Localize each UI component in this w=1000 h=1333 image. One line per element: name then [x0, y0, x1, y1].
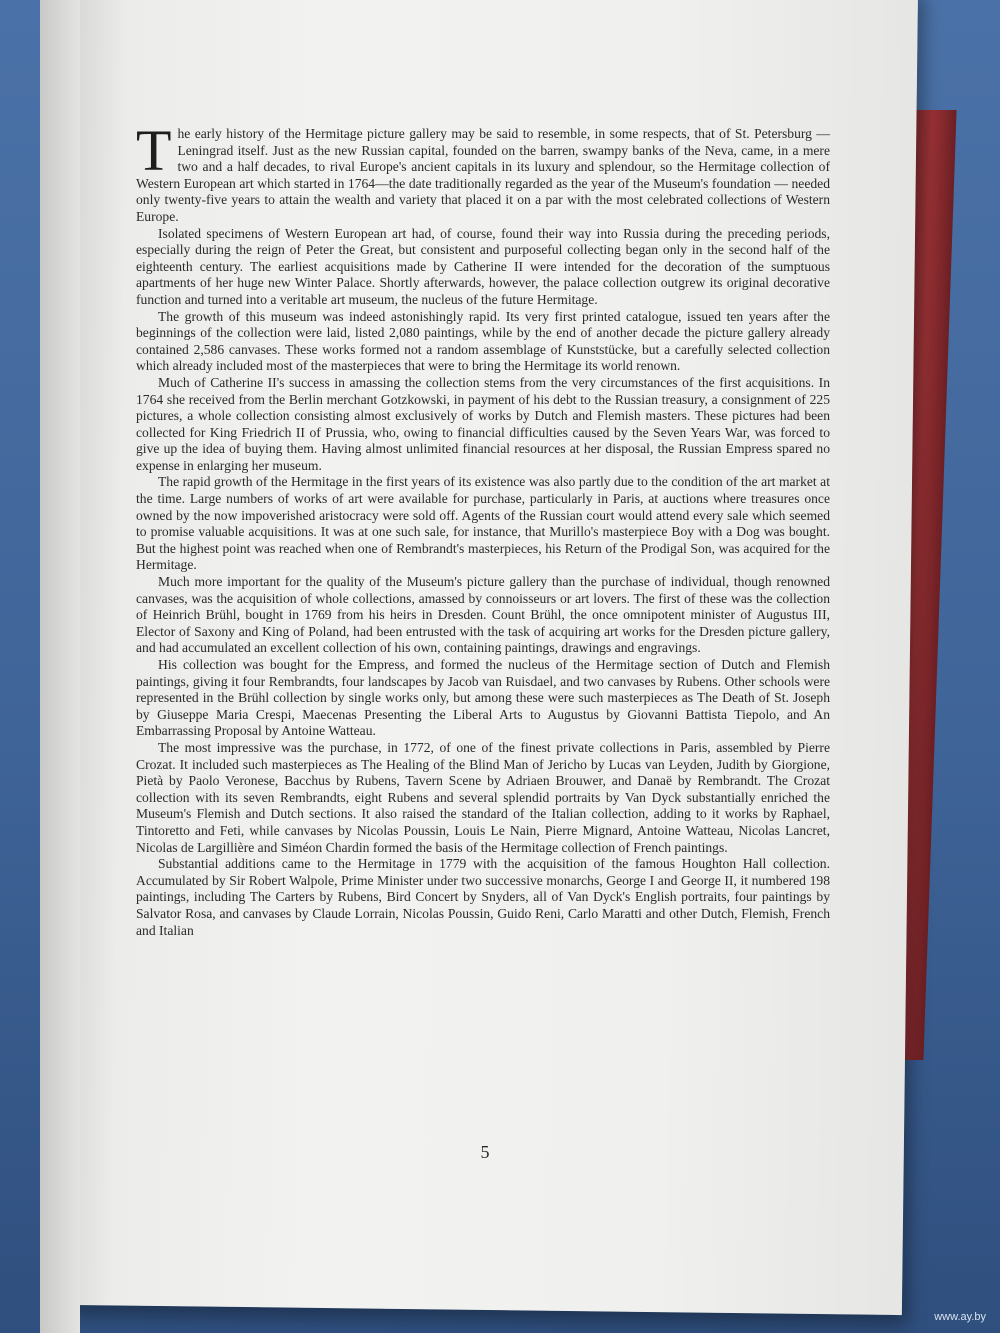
- paragraph-4: Much of Catherine II's success in amassing the collection stems from the very circumstances of the first acquisitions. In 1764 she received from the Berlin merchant Gotzkowski, in payment of his debt to the Russian treasury, a consignment of 225 pictures, a whole collection consisting almost exclusively of works by Dutch and Flemish masters. These pictures had been collected for King Friedrich II of Prussia, who, owing to financial difficulties caused by the Seven Years War, was forced to give up the idea of buying them. Having almost unlimited financial resources at her disposal, the Russian Empress spared no expense in enlarging her museum.: [136, 374, 830, 473]
- watermark: www.ay.by: [934, 1311, 986, 1323]
- page-number: 5: [480, 1142, 490, 1162]
- drop-cap: T: [136, 118, 172, 183]
- paragraph-7: His collection was bought for the Empress, and formed the nucleus of the Hermitage section of Dutch and Flemish paintings, giving it four Rembrandts, four landscapes by Jacob van Ruisdael, and two canvases by Rubens. Other schools were represented in the Brühl collection by single works only, but among these were such masterpieces as The Death of St. Joseph by Giuseppe Maria Crespi, Maecenas Presenting the Liberal Arts to Augustus by Giovanni Battista Tiepolo, and An Embarrassing Proposal by Antoine Watteau.: [136, 657, 830, 739]
- paragraph-6: Much more important for the quality of the Museum's picture gallery than the purchase of individual, though renowned canvases, was the acquisition of whole collections, amassed by connoisseurs or art lovers. The first of these was the collection of Heinrich Brühl, bought in 1769 from his heirs in Dresden. Count Brühl, the once omnipotent minister of Augustus III, Elector of Saxony and King of Poland, had been entrusted with the task of acquiring art works for the Dresden picture gallery, and had accumulated an excellent collection of his own, containing paintings, drawings and engravings.: [136, 574, 830, 656]
- paragraph-3: The growth of this museum was indeed astonishingly rapid. Its very first printed catalogue, issued ten years after the beginnings of the collection were laid, listed 2,080 paintings, while by the end of another decade the picture gallery already contained 2,586 canvases. These works formed not a random assemblage of Kunststücke, but a carefully selected collection which already included most of the masterpieces that were to bring the Hermitage its world renown.: [136, 308, 830, 374]
- paragraph-text: he early history of the Hermitage picture gallery may be said to resemble, in some respects, that of St. Petersburg — Leningrad itself. Just as the new Russian capital, founded on the barren, swampy banks of the Neva, came, in a mere two and a half decades, to rival Europe's ancient capitals in its luxury and splendour, so the Hermitage collection of Western European art which started in 1764—the date traditionally regarded as the year of the Museum's foundation — needed only twenty-five years to attain the wealth and variety that placed it on a par with the most celebrated collections of Western Europe.: [136, 126, 830, 224]
- paragraph-1: [136, 118, 830, 226]
- paragraph-8: The most impressive was the purchase, in 1772, of one of the finest private collections in Paris, assembled by Pierre Crozat. It included such masterpieces as The Healing of the Blind Man of Jericho by Lucas van Leyden, Judith by Giorgione, Pietà by Paolo Veronese, Bacchus by Rubens, Tavern Scene by Adriaen Brouwer, and Danaë by Rembrandt. The Crozat collection with its seven Rembrandts, eight Rubens and several splendid portraits by Van Dyck substantially enriched the Museum's Flemish and Dutch sections. It also raised the standard of the Italian collection, adding to it works by Raphael, Tintoretto and Feti, while canvases by Nicolas Poussin, Louis Le Nain, Pierre Mignard, Antoine Watteau, Nicolas Lancret, Nicolas de Largillière and Siméon Chardin formed the basis of the Hermitage collection of French paintings.: [136, 739, 830, 855]
- paragraph-9: Substantial additions came to the Hermitage in 1779 with the acquisition of the famous Houghton Hall collection. Accumulated by Sir Robert Walpole, Prime Minister under two successive monarchs, George I and George II, it numbered 198 paintings, including The Carters by Rubens, Bird Concert by Snyders, all of Van Dyck's English portraits, four paintings by Salvator Rosa, and canvases by Claude Lorrain, Nicolas Poussin, Guido Reni, Carlo Maratti and other Dutch, Flemish, French and Italian: [136, 856, 830, 938]
- paragraph-5: The rapid growth of the Hermitage in the first years of its existence was also partly due to the condition of the art market at the time. Large numbers of works of art were available for purchase, particularly in Paris, at auctions where treasures once owned by the now impoverished aristocracy were sold off. Agents of the Russian court would attend every sale which seemed to promise valuable acquisitions. It was at one such sale, for instance, that Murillo's masterpiece Boy with a Dog was bought. But the highest point was reached when one of Rembrandt's masterpieces, his Return of the Prodigal Son, was acquired for the Hermitage.: [136, 474, 830, 573]
- paragraph-2: Isolated specimens of Western European art had, of course, found their way into Russia during the preceding periods, especially during the reign of Peter the Great, but consistent and purposeful collecting began only in the second half of the eighteenth century. The earliest acquisitions made by Catherine II were intended for the decoration of the sumptuous apartments of her huge new Winter Palace. Shortly afterwards, however, the palace collection outgrew its original decorative function and turned into a veritable art museum, the nucleus of the future Hermitage.: [136, 225, 830, 307]
- page-gutter-shadow: [40, 0, 80, 1333]
- body-text: [136, 118, 830, 939]
